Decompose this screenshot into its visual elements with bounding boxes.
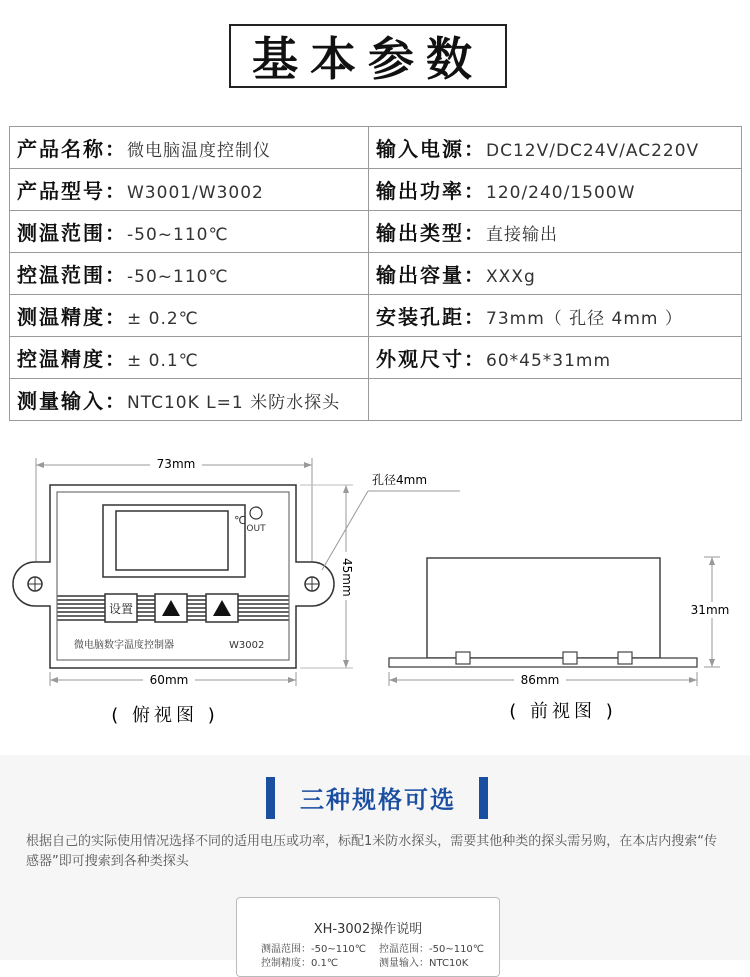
spec-value: DC12V/DC24V/AC220V: [486, 141, 700, 161]
dim-side-width: 86mm: [520, 673, 560, 687]
spec-row: [10, 211, 742, 253]
spec-row: [10, 127, 742, 169]
front-view-pin: [563, 652, 577, 664]
spec-label: 输出容量：: [376, 263, 486, 287]
spec-label: 输出类型：: [376, 221, 486, 245]
manual-title: XH-3002操作说明: [313, 922, 423, 937]
spec-label: 外观尺寸：: [376, 347, 486, 371]
manual-line: 测量输入：NTC10K: [379, 958, 469, 969]
arrow-up-icon: [709, 557, 715, 565]
spec-cell: [369, 379, 742, 421]
top-view-caption: ( 俯视图 ): [111, 705, 219, 726]
spec-label: 输入电源：: [376, 137, 486, 161]
arrow-left-icon: [389, 677, 397, 683]
arrow-left-icon: [50, 677, 58, 683]
manual-line: 测温范围：-50~110℃: [261, 944, 367, 955]
arrow-right-icon: [304, 462, 312, 468]
front-view-pin: [456, 652, 470, 664]
arrow-down-icon: [343, 660, 349, 668]
front-view-caption: ( 前视图 ): [509, 701, 617, 722]
arrow-right-icon: [689, 677, 697, 683]
spec-value: -50~110℃: [127, 225, 229, 245]
dimension-diagram: [0, 440, 750, 740]
spec-value: W3001/W3002: [127, 183, 264, 203]
hole-diameter: 孔径4mm: [372, 473, 428, 487]
front-view-body: [427, 558, 660, 658]
spec-cell: [10, 211, 369, 253]
spec-cell: [10, 253, 369, 295]
spec-value: NTC10K L=1 米防水探头: [127, 393, 341, 413]
front-view-flange: [389, 658, 697, 667]
spec-label: 输出功率：: [376, 179, 486, 203]
set-button-label: 设置: [108, 602, 134, 616]
spec-label: 测量输入：: [17, 389, 127, 413]
spec-cell: [10, 337, 369, 379]
spec-row: [10, 337, 742, 379]
spec-cell: [369, 253, 742, 295]
dim-height: 45mm: [340, 558, 354, 597]
out-label: OUT: [246, 524, 266, 534]
spec-label: 测温精度：: [17, 305, 127, 329]
spec-label: 产品型号：: [17, 179, 127, 203]
spec-cell: [369, 211, 742, 253]
spec-value: 微电脑温度控制仪: [127, 141, 271, 161]
manual-card: [236, 897, 500, 977]
spec-value: -50~110℃: [127, 267, 229, 287]
spec-value: 60*45*31mm: [486, 351, 612, 371]
dim-body-width: 60mm: [149, 673, 189, 687]
spec-value: ± 0.2℃: [127, 309, 199, 329]
section-title: 三种规格可选: [300, 785, 456, 814]
spec-row: [10, 295, 742, 337]
spec-row: [10, 253, 742, 295]
arrow-up-icon: [343, 485, 349, 493]
manual-line: 控温范围：-50~110℃: [379, 944, 485, 955]
spec-label: 安装孔距：: [376, 305, 486, 329]
page-title: 基本参数: [229, 24, 507, 88]
spec-cell: [369, 127, 742, 169]
spec-cell: [369, 295, 742, 337]
display-screen: [116, 511, 228, 570]
spec-cell: [10, 127, 369, 169]
arrow-left-icon: [36, 462, 44, 468]
celsius-symbol: ℃: [234, 514, 247, 527]
spec-row: [10, 169, 742, 211]
spec-cell: [369, 337, 742, 379]
spec-cell: [10, 379, 369, 421]
device-model: W3002: [229, 640, 265, 651]
spec-label: 产品名称：: [17, 137, 127, 161]
arrow-right-icon: [288, 677, 296, 683]
spec-value: ± 0.1℃: [127, 351, 199, 371]
spec-label: 测温范围：: [17, 221, 127, 245]
spec-label: 控温范围：: [17, 263, 127, 287]
front-view-pin: [618, 652, 632, 664]
arrow-down-icon: [709, 659, 715, 667]
manual-line: 控制精度：0.1℃: [261, 958, 339, 969]
spec-value: 120/240/1500W: [486, 183, 636, 203]
dim-side-height: 31mm: [690, 603, 730, 617]
spec-cell: [10, 295, 369, 337]
spec-cell: [369, 169, 742, 211]
spec-row: [10, 379, 742, 421]
spec-value: XXXg: [486, 267, 536, 287]
device-name: 微电脑数字温度控制器: [74, 640, 174, 651]
out-indicator-icon: [250, 507, 262, 519]
spec-label: 控温精度：: [17, 347, 127, 371]
spec-cell: [10, 169, 369, 211]
section-description: 根据自己的实际使用情况选择不同的适用电压或功率，标配1米防水探头，需要其他种类的探头需另购，在本店内搜索“传感器”即可搜索到各种类探头: [26, 834, 718, 869]
spec-table: [9, 126, 742, 421]
spec-value: 直接输出: [486, 225, 558, 245]
spec-value: 73mm（ 孔径 4mm ）: [486, 309, 683, 329]
dim-top-width: 73mm: [156, 457, 196, 471]
